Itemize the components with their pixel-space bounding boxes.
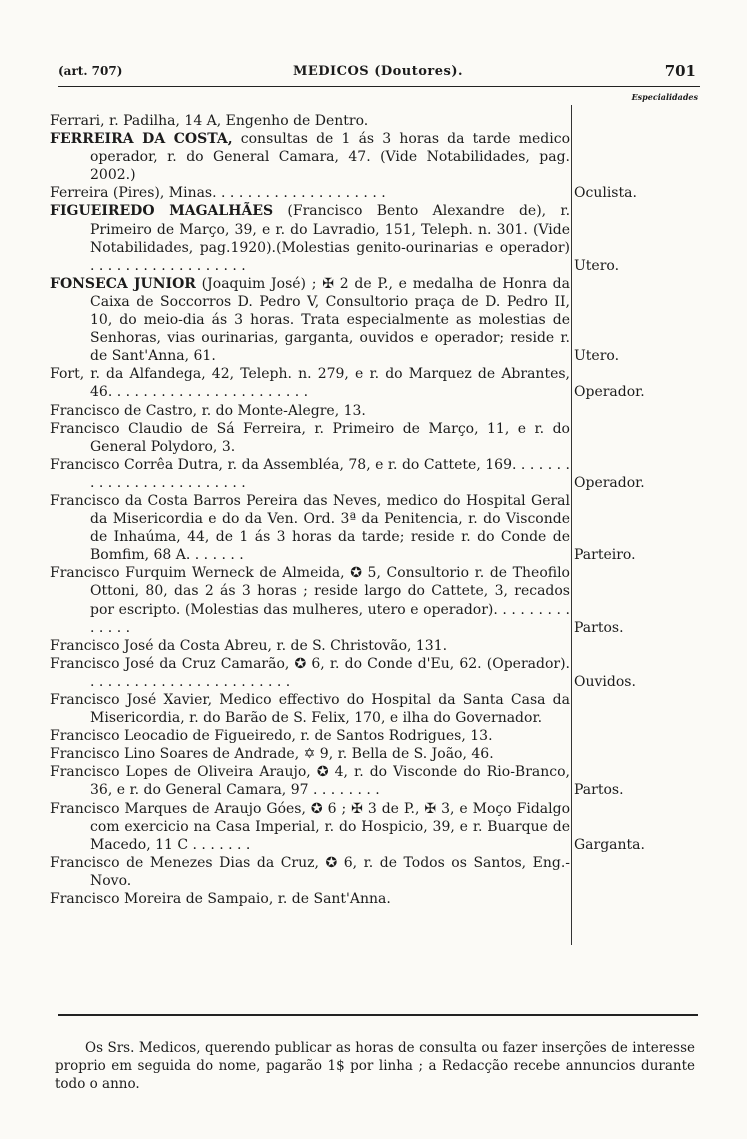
physician-entry: [50, 130, 570, 184]
footnote: Os Srs. Medicos, querendo publicar as horas de consulta ou fazer inserções de interesse proprio em seguida do nome, pagarão 1$ por linha ; a Redacção recebe annuncios durante todo o anno.: [55, 1039, 695, 1092]
specialty-label: Ouvidos.: [574, 673, 636, 690]
entry-details: Francisco de Castro, r. do Monte-Alegre, 13.: [50, 402, 366, 419]
entry-text: [50, 655, 570, 691]
entry-details: Francisco Moreira de Sampaio, r. de Sant'Anna.: [50, 891, 391, 908]
specialty-label: Utero.: [574, 257, 620, 274]
physician-name: FIGUEIREDO MAGALHÃES: [50, 203, 274, 220]
entry-details: (Joaquim José) ; ✠ 2 de P., e medalha de Honra da Caixa de Soccorros D. Pedro V, Consultorio praça de D. Pedro II, 10, do meio-dia ás 3 horas. Trata especialmente as molestias de Senhoras, vias ourinarias, garganta, ouvidos e operador; reside r. de Sant'Anna, 61.: [90, 275, 570, 365]
entry-text: [50, 727, 570, 745]
specialty-label: Operador.: [574, 384, 645, 401]
entry-details: Francisco Lino Soares de Andrade, ✡ 9, r. Bella de S. João, 46.: [50, 746, 494, 763]
physician-entry: [50, 727, 570, 745]
header-rule: [58, 86, 700, 87]
entry-details: Francisco Furquim Werneck de Almeida, ✪ 5, Consultorio r. de Theofilo Ottoni, 80, das 2 ás 3 horas ; reside largo do Cattete, 3, recados por escripto. (Molestias das mulheres, utero e operador). . . . . . . . . . . . . .: [50, 565, 570, 636]
entry-text: [50, 637, 570, 655]
entry-details: Francisco Marques de Araujo Góes, ✪ 6 ; ✠ 3 de P., ✠ 3, e Moço Fidalgo com exercicio na Casa Imperial, r. do Hospicio, 39, e r. Buarque de Macedo, 11 C . . . . . . .: [50, 800, 570, 853]
specialty-label: Operador.: [574, 474, 645, 491]
entry-details: Ferreira (Pires), Minas. . . . . . . . . . . . . . . . . . . .: [50, 185, 386, 202]
entry-details: Francisco Corrêa Dutra, r. da Assembléa, 78, e r. do Cattete, 169. . . . . . . . . . . . . . . . . . . . . . . . .: [50, 456, 570, 491]
specialty-column-heading: Especialidades: [631, 92, 698, 102]
footnote-rule: [58, 1014, 698, 1016]
physician-entry: [50, 402, 570, 420]
specialty-label: Parteiro.: [574, 547, 636, 564]
entry-text: [50, 691, 570, 727]
specialty-label: Partos.: [574, 619, 624, 636]
entry-text: [50, 365, 570, 401]
physician-entry: [50, 112, 570, 130]
physician-entry: [50, 202, 620, 274]
entry-text: [50, 130, 570, 184]
entry-details: consultas de 1 ás 3 horas da tarde medico operador, r. do General Camara, 47. (Vide Notabilidades, pag. 2002.): [90, 131, 570, 184]
physician-entry: [50, 745, 570, 763]
entry-details: Francisco José Xavier, Medico effectivo do Hospital da Santa Casa da Misericordia, r. do Barão de S. Felix, 170, e ilha do Governador.: [50, 692, 570, 727]
physician-entry: [50, 365, 645, 401]
physician-entry: [50, 492, 636, 564]
physician-name: FERREIRA DA COSTA,: [50, 131, 233, 148]
entry-details: Francisco Leocadio de Figueiredo, r. de Santos Rodrigues, 13.: [50, 728, 493, 745]
physician-entry: [50, 691, 570, 727]
physician-entry: [50, 655, 636, 691]
physician-entry: [50, 275, 620, 365]
physician-entry: [50, 854, 570, 890]
entry-text: [50, 492, 570, 564]
specialty-label: Utero.: [574, 348, 620, 365]
physician-entry: [50, 456, 645, 492]
entry-text: [50, 800, 570, 854]
entry-details: Francisco Lopes de Oliveira Araujo, ✪ 4, r. do Visconde do Rio-Branco, 36, e r. do General Camara, 97 . . . . . . . .: [50, 764, 570, 799]
entry-text: [50, 112, 570, 130]
entry-text: [50, 763, 570, 799]
column-divider: [571, 105, 572, 945]
entry-details: Ferrari, r. Padilha, 14 A, Engenho de Dentro.: [50, 113, 369, 129]
entry-details: Francisco da Costa Barros Pereira das Neves, medico do Hospital Geral da Misericordia e do da Ven. Ord. 3ª da Penitencia, r. do Visconde de Inhaúma, 44, de 1 ás 3 horas da tarde; reside r. do Conde de Bomfim, 68 A. . . . . . .: [50, 492, 570, 564]
physician-entry: [50, 800, 645, 854]
specialty-label: Partos.: [574, 782, 624, 799]
physician-entry: [50, 564, 624, 636]
physician-name: FONSECA JUNIOR: [50, 275, 196, 292]
entry-text: [50, 890, 570, 908]
physician-entry: [50, 184, 637, 202]
physician-entry: [50, 890, 570, 908]
page-number: 701: [664, 62, 696, 80]
entry-text: [50, 564, 570, 636]
entry-details: Francisco José da Cruz Camarão, ✪ 6, r. do Conde d'Eu, 62. (Operador). . . . . . . . . . . . . . . . . . . . . . . .: [50, 655, 570, 690]
entry-details: (Francisco Bento Alexandre de), r. Primeiro de Março, 39, e r. do Lavradio, 151, Teleph. n. 301. (Vide Notabilidades, pag.1920).(Molestias genito-ourinarias e operador) . . . . . . . . . . . . . . . . . .: [90, 203, 571, 274]
physician-entry: [50, 763, 624, 799]
specialty-label: Oculista.: [574, 185, 637, 202]
specialty-label: Garganta.: [574, 836, 645, 853]
entry-text: [50, 275, 570, 365]
page-header: [58, 62, 698, 102]
entry-text: [50, 202, 570, 274]
entry-details: Francisco José da Costa Abreu, r. de S. Christovão, 131.: [50, 637, 448, 654]
physician-entry: [50, 637, 570, 655]
entry-text: [50, 854, 570, 890]
entry-text: [50, 402, 570, 420]
entry-details: Francisco Claudio de Sá Ferreira, r. Primeiro de Março, 11, e r. do General Polydoro, 3.: [50, 420, 570, 455]
article-reference: (art. 707): [58, 64, 123, 78]
entry-details: Francisco de Menezes Dias da Cruz, ✪ 6, r. de Todos os Santos, Eng.-Novo.: [50, 854, 570, 889]
entry-text: [50, 184, 570, 202]
entry-text: [50, 420, 570, 456]
physician-entry: [50, 420, 570, 456]
entry-details: Fort, r. da Alfandega, 42, Teleph. n. 279, e r. do Marquez de Abrantes, 46. . . . . . . . . . . . . . . . . . . . . . .: [50, 366, 570, 401]
entry-text: [50, 745, 570, 763]
physician-list: [50, 112, 645, 908]
section-title: MEDICOS (Doutores).: [292, 64, 464, 79]
entry-text: [50, 456, 570, 492]
